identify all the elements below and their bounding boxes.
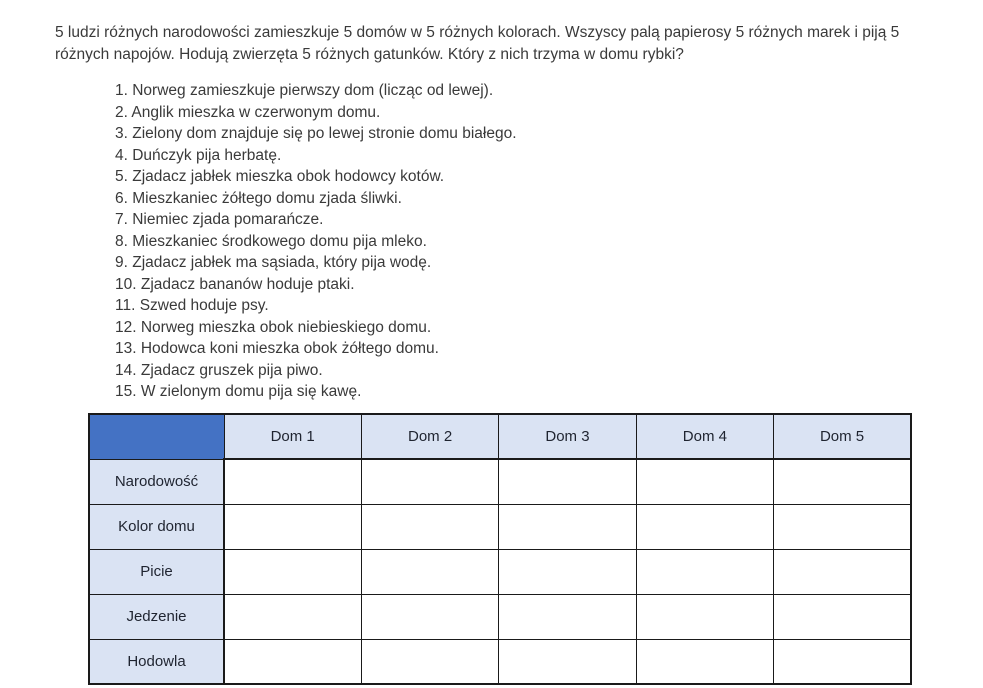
row-header: Picie xyxy=(89,549,224,594)
clue-item: 8. Mieszkaniec środkowego domu pija mleko. xyxy=(115,232,427,250)
column-header: Dom 1 xyxy=(224,414,361,459)
puzzle-table xyxy=(88,413,912,685)
clue-item: 2. Anglik mieszka w czerwonym domu. xyxy=(115,103,381,121)
corner-cell xyxy=(89,414,224,459)
table-cell[interactable] xyxy=(774,459,911,504)
column-header: Dom 3 xyxy=(499,414,636,459)
table-cell[interactable] xyxy=(224,594,361,639)
table-cell[interactable] xyxy=(361,459,498,504)
clue-item: 3. Zielony dom znajduje się po lewej stronie domu białego. xyxy=(115,125,517,142)
clue-item: 4. Duńczyk pija herbatę. xyxy=(115,146,282,164)
table-cell[interactable] xyxy=(361,594,498,639)
table-row xyxy=(89,639,911,684)
table-cell[interactable] xyxy=(224,549,361,594)
clue-item: 10. Zjadacz bananów hoduje ptaki. xyxy=(115,275,355,293)
table-cell[interactable] xyxy=(361,549,498,594)
table-cell[interactable] xyxy=(361,504,498,549)
table-cell[interactable] xyxy=(636,549,773,594)
row-header: Jedzenie xyxy=(89,594,224,639)
column-header: Dom 2 xyxy=(361,414,498,459)
table-cell[interactable] xyxy=(499,459,636,504)
table-cell[interactable] xyxy=(774,549,911,594)
table-cell[interactable] xyxy=(224,504,361,549)
clue-item: 14. Zjadacz gruszek pija piwo. xyxy=(115,361,323,379)
table-cell[interactable] xyxy=(774,639,911,684)
column-header: Dom 4 xyxy=(636,414,773,459)
clue-item: 12. Norweg mieszka obok niebieskiego domu. xyxy=(115,318,432,336)
table-cell[interactable] xyxy=(636,459,773,504)
clues-list xyxy=(115,80,517,403)
clue-item: 11. Szwed hoduje psy. xyxy=(115,297,269,314)
table-cell[interactable] xyxy=(224,639,361,684)
table-cell[interactable] xyxy=(636,594,773,639)
table-header-row xyxy=(89,414,911,459)
table-row xyxy=(89,549,911,594)
clue-item: 15. W zielonym domu pija się kawę. xyxy=(115,383,362,400)
table-row xyxy=(89,594,911,639)
clue-item: 7. Niemiec zjada pomarańcze. xyxy=(115,211,324,228)
intro-paragraph: 5 ludzi różnych narodowości zamieszkuje 5 domów w 5 różnych kolorach. Wszyscy palą papierosy 5 różnych marek i piją 5 różnych napojów. Hodują zwierzęta 5 różnych gatunków. Który z nich trzyma w domu rybki? xyxy=(55,24,900,63)
clue-item: 13. Hodowca koni mieszka obok żółtego domu. xyxy=(115,340,439,357)
row-header: Hodowla xyxy=(89,639,224,684)
table-cell[interactable] xyxy=(499,549,636,594)
table-cell[interactable] xyxy=(636,504,773,549)
table-cell[interactable] xyxy=(499,594,636,639)
table-cell[interactable] xyxy=(774,504,911,549)
table-cell[interactable] xyxy=(499,504,636,549)
table-cell[interactable] xyxy=(224,459,361,504)
row-header: Narodowość xyxy=(89,459,224,504)
table-cell[interactable] xyxy=(499,639,636,684)
clue-item: 5. Zjadacz jabłek mieszka obok hodowcy kotów. xyxy=(115,168,445,185)
clue-item: 6. Mieszkaniec żółtego domu zjada śliwki. xyxy=(115,189,402,207)
clue-item: 1. Norweg zamieszkuje pierwszy dom (licząc od lewej). xyxy=(115,82,494,99)
column-header: Dom 5 xyxy=(774,414,911,459)
table-cell[interactable] xyxy=(774,594,911,639)
row-header: Kolor domu xyxy=(89,504,224,549)
table-cell[interactable] xyxy=(361,639,498,684)
table-row xyxy=(89,459,911,504)
table-row xyxy=(89,504,911,549)
clue-item: 9. Zjadacz jabłek ma sąsiada, który pija wodę. xyxy=(115,254,432,271)
table-cell[interactable] xyxy=(636,639,773,684)
